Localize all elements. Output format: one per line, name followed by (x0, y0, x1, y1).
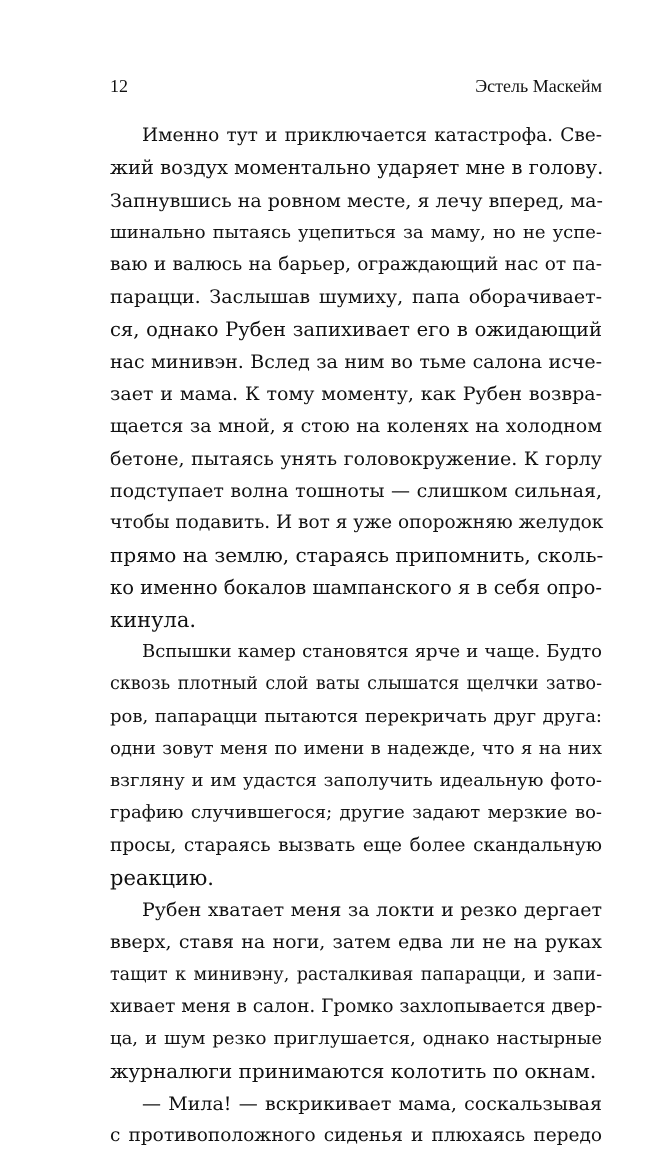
text-line: одни зовут меня по имени в надежде, что я на них (110, 737, 602, 759)
text-line: журналюги принимаются колотить по окнам. (110, 1059, 597, 1084)
text-line: графию случившегося; другие задают мерзкие во- (110, 802, 602, 824)
text-line: шинально пытаясь уцепиться за маму, но не успе- (110, 221, 602, 243)
text-line: кинула. (110, 607, 197, 632)
text-line: с противоположного сиденья и плюхаясь передо (110, 1124, 602, 1146)
text-line: вверх, ставя на ноги, затем едва ли не на руках (110, 931, 602, 954)
running-head-author: Эстель Маскейм (475, 76, 602, 96)
text-line: взгляну и им удастся заполучить идеальную фото- (110, 770, 602, 791)
text-line: Рубен хватает меня за локти и резко дергает (142, 899, 602, 921)
text-line: ко именно бокалов шампанского я в себя опро- (110, 575, 602, 599)
text-line: ров, папарацци пытаются перекричать друг друга: (110, 705, 602, 727)
body-text (110, 120, 602, 1152)
text-line: ца, и шум резко приглушается, однако настырные (110, 1028, 602, 1049)
text-line: хивает меня в салон. Громко захлопывается двер- (110, 995, 603, 1017)
text-line: — Мила! — вскрикивает мама, соскальзывая (142, 1092, 602, 1115)
text-line: Запнувшись на ровном месте, я лечу вперед, ма- (110, 189, 603, 212)
text-line: бетоне, пытаясь унять головокружение. К горлу (110, 447, 602, 470)
text-line: жий воздух моментально ударяет мне в голову. (110, 156, 604, 180)
text-line: ваю и валюсь на барьер, ограждающий нас от па- (110, 254, 602, 275)
text-line: парацци. Заслышав шумиху, папа оборачивает- (110, 286, 602, 309)
text-line: чтобы подавить. И вот я уже опорожняю желудок (110, 512, 604, 533)
text-line: щается за мной, я стою на коленях на холодном (110, 415, 602, 438)
text-line: Именно тут и приключается катастрофа. Све- (142, 125, 602, 146)
text-line: зает и мама. К тому моменту, как Рубен возвра- (110, 383, 602, 405)
text-line: сквозь плотный слой ваты слышатся щелчки затво- (110, 674, 602, 695)
text-line: тащит к минивэну, расталкивая папарацци, и запи- (110, 964, 602, 985)
text-line: просы, стараясь вызвать еще более скандальную (110, 834, 602, 856)
text-line: Вспышки камер становятся ярче и чаще. Будто (142, 641, 602, 662)
page-header (110, 76, 602, 106)
text-line: прямо на землю, стараясь припомнить, сколь- (110, 543, 604, 568)
text-line: реакцию. (110, 865, 214, 890)
text-line: ся, однако Рубен запихивает его в ожидающий (110, 317, 602, 341)
text-line: нас минивэн. Вслед за ним во тьме салона исче- (110, 350, 602, 373)
text-line: подступает волна тошноты — слишком сильная, (110, 479, 602, 502)
page-number: 12 (110, 76, 128, 96)
